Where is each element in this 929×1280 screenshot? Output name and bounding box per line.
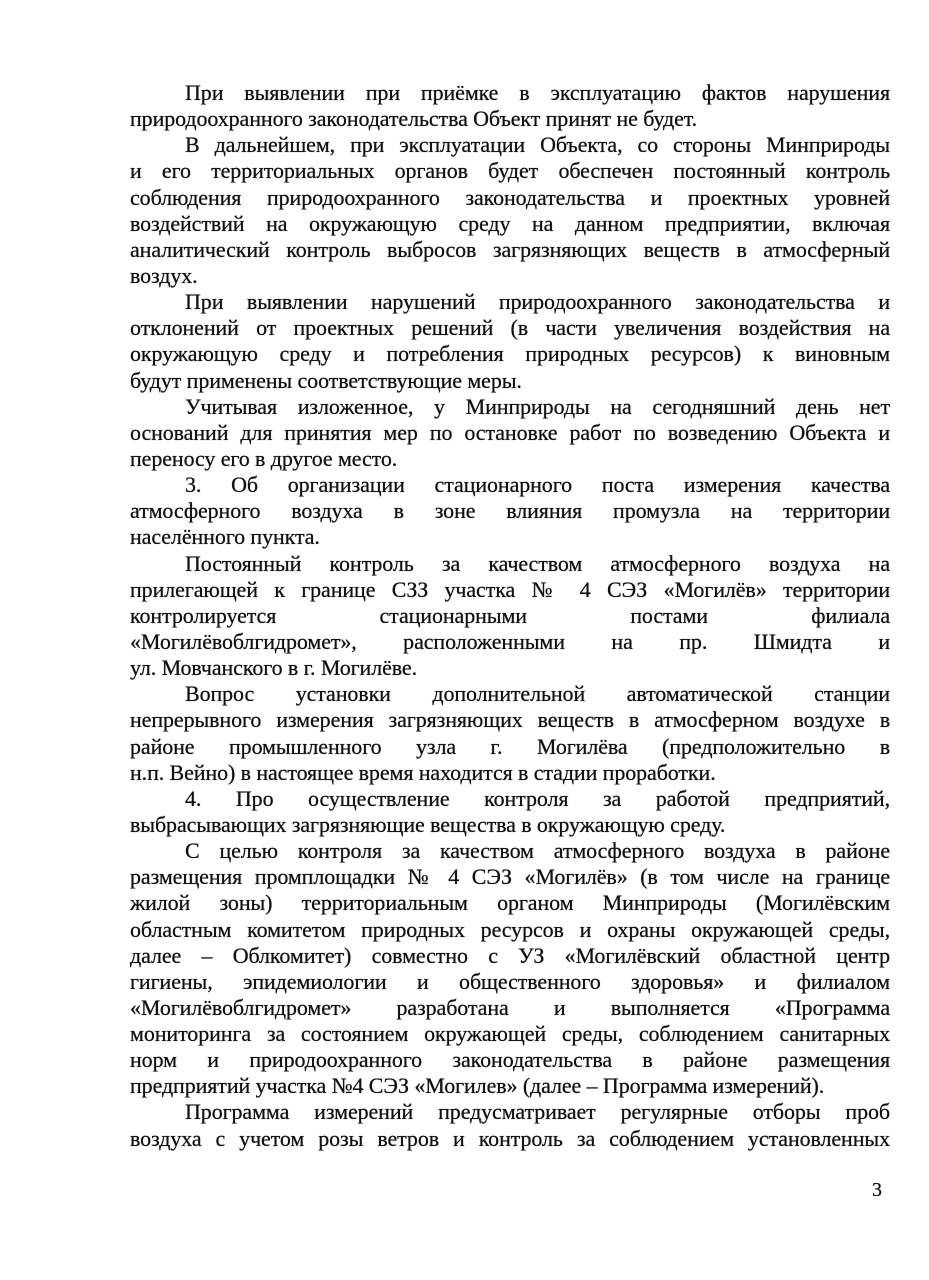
paragraph bbox=[130, 681, 890, 786]
text-line: Программа измерений предусматривает регулярные отборы проб bbox=[185, 1099, 890, 1125]
text-line: ул. Мовчанского в г. Могилёве. bbox=[130, 655, 417, 681]
text-line: Постоянный контроль за качеством атмосферного воздуха на bbox=[185, 550, 890, 576]
text-line: непрерывного измерения загрязняющих веществ в атмосферном воздухе в bbox=[130, 707, 890, 733]
text-line: мониторинга за состоянием окружающей среды, соблюдением санитарных bbox=[130, 1021, 890, 1047]
text-line: и его территориальных органов будет обеспечен постоянный контроль bbox=[130, 158, 890, 184]
text-line: атмосферного воздуха в зоне влияния промузла на территории bbox=[130, 498, 890, 524]
text-line: н.п. Вейно) в настоящее время находится в стадии проработки. bbox=[130, 759, 716, 785]
text-line: норм и природоохранного законодательства в районе размещения bbox=[130, 1047, 890, 1073]
text-line: окружающую среду и потребления природных ресурсов) к виновным bbox=[130, 341, 890, 367]
text-line: воздуха с учетом розы ветров и контроль за соблюдением установленных bbox=[130, 1125, 890, 1151]
paragraph bbox=[130, 394, 890, 472]
paragraph bbox=[130, 1099, 890, 1151]
text-line: гигиены, эпидемиологии и общественного здоровья» и филиалом bbox=[130, 968, 890, 994]
text-line: «Могилёвоблгидромет» разработана и выполняется «Программа bbox=[130, 994, 890, 1020]
text-line: оснований для принятия мер по остановке работ по возведению Объекта и bbox=[130, 419, 890, 445]
text-line: С целью контроля за качеством атмосферного воздуха в районе bbox=[185, 838, 890, 864]
text-line: прилегающей к границе СЗЗ участка № 4 СЭЗ «Могилёв» территории bbox=[130, 576, 890, 602]
text-line: населённого пункта. bbox=[130, 524, 320, 550]
text-line: При выявлении при приёмке в эксплуатацию фактов нарушения bbox=[185, 80, 890, 105]
text-line: природоохранного законодательства Объект принят не будет. bbox=[130, 106, 697, 132]
paragraph bbox=[130, 838, 890, 1099]
paragraph bbox=[130, 289, 890, 394]
text-line: «Могилёвоблгидромет», расположенными на пр. Шмидта и bbox=[130, 628, 890, 654]
text-line: Вопрос установки дополнительной автоматической станции bbox=[185, 681, 890, 707]
paragraph bbox=[130, 132, 890, 289]
text-line: отклонений от проектных решений (в части увеличения воздействия на bbox=[130, 315, 890, 341]
text-line: жилой зоны) территориальным органом Минприроды (Могилёвским bbox=[130, 890, 890, 916]
text-line: далее – Облкомитет) совместно с УЗ «Могилёвский областной центр bbox=[130, 942, 890, 968]
paragraph bbox=[130, 786, 890, 838]
paragraph bbox=[130, 80, 890, 132]
text-line: выбрасывающих загрязняющие вещества в окружающую среду. bbox=[130, 811, 726, 837]
text-line: 4. Про осуществление контроля за работой предприятий, bbox=[185, 785, 890, 811]
text-line: При выявлении нарушений природоохранного законодательства и bbox=[185, 289, 890, 315]
text-line: предприятий участка №4 СЭЗ «Могилев» (далее – Программа измерений). bbox=[130, 1073, 825, 1099]
text-line: воздействий на окружающую среду на данном предприятии, включая bbox=[130, 210, 890, 236]
text-line: соблюдения природоохранного законодательства и проектных уровней bbox=[130, 184, 890, 210]
text-line: воздух. bbox=[130, 262, 198, 288]
text-line: областным комитетом природных ресурсов и охраны окружающей среды, bbox=[130, 916, 890, 942]
text-line: размещения промплощадки № 4 СЭЗ «Могилёв» (в том числе на границе bbox=[130, 864, 890, 890]
text-line: аналитический контроль выбросов загрязняющих веществ в атмосферный bbox=[130, 236, 890, 262]
text-line: Учитывая изложенное, у Минприроды на сегодняшний день нет bbox=[185, 393, 890, 419]
text-line: будут применены соответствующие меры. bbox=[130, 367, 522, 393]
text-line: контролируется стационарными постами филиала bbox=[130, 602, 890, 628]
text-line: переносу его в другое место. bbox=[130, 445, 398, 471]
paragraph bbox=[130, 472, 890, 550]
page-number: 3 bbox=[872, 1179, 882, 1201]
text-line: 3. Об организации стационарного поста измерения качества bbox=[185, 472, 890, 498]
text-line: районе промышленного узла г. Могилёва (предположительно в bbox=[130, 733, 890, 759]
text-line: В дальнейшем, при эксплуатации Объекта, со стороны Минприроды bbox=[185, 132, 890, 158]
paragraph bbox=[130, 551, 890, 682]
body-text bbox=[130, 80, 890, 1152]
